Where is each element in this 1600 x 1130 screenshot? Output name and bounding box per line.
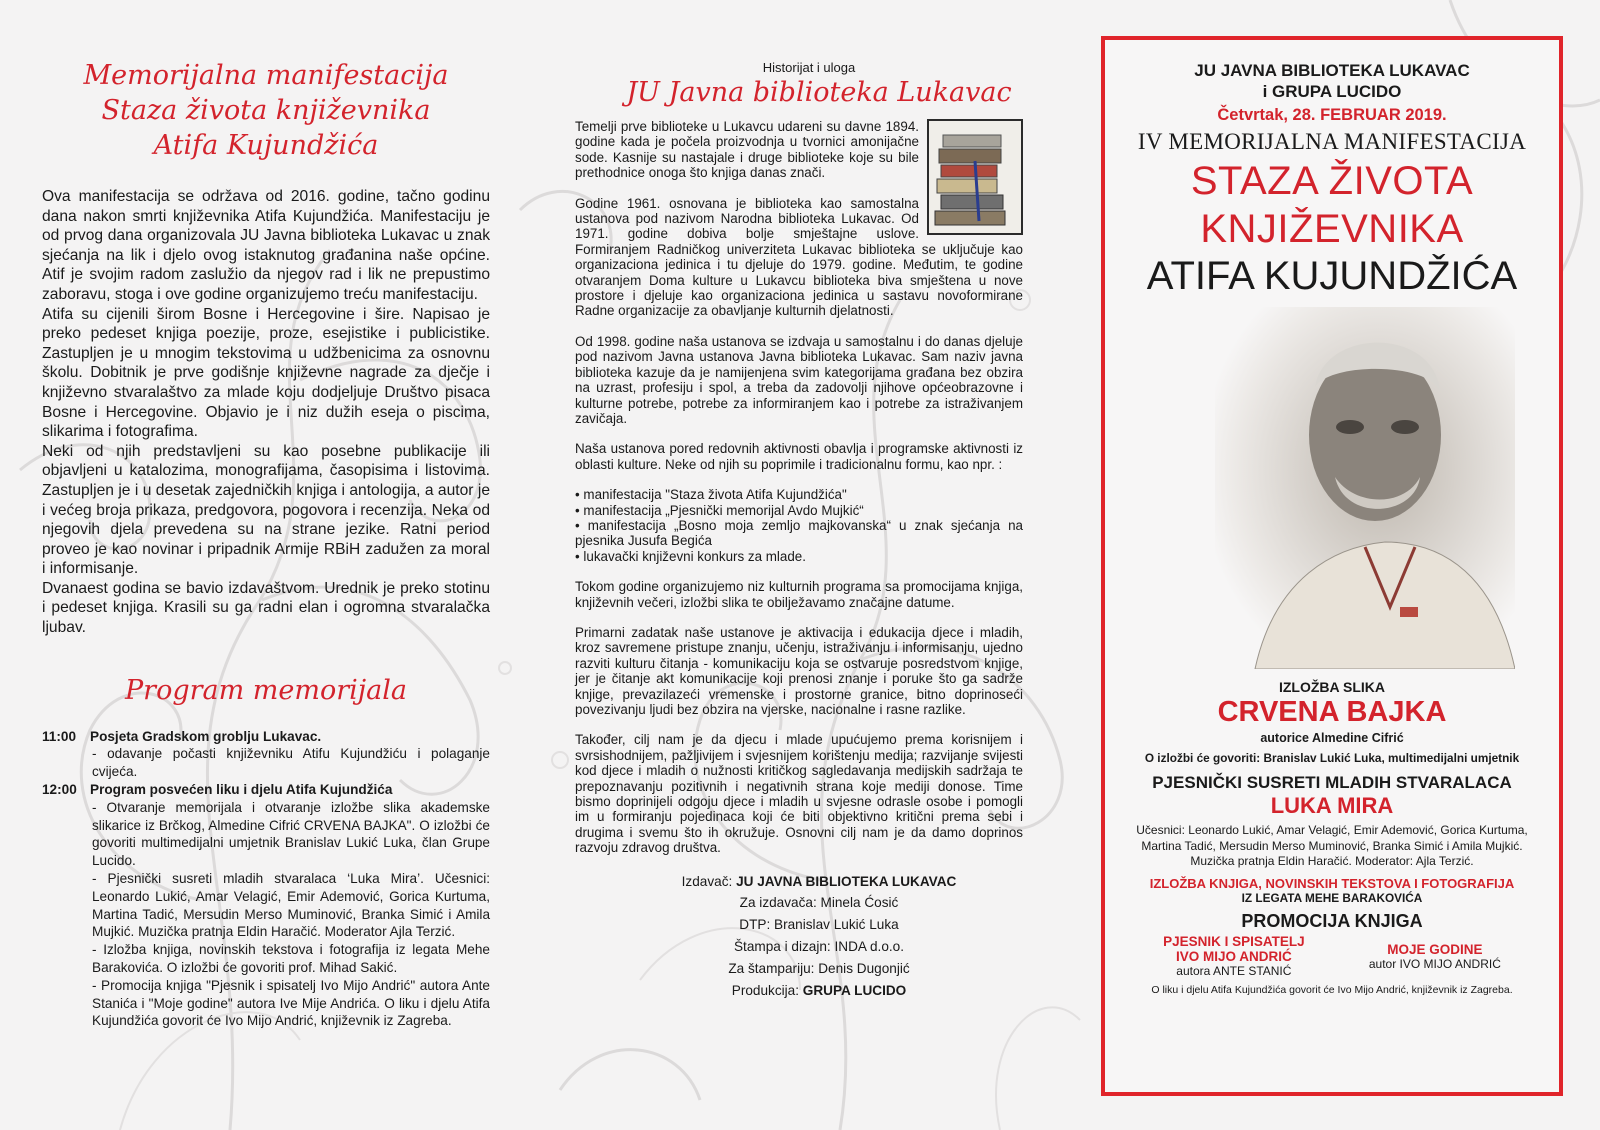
left-title-line: Memorijalna manifestacija [83, 60, 449, 91]
program-item: - Izložba knjiga, novinskih tekstova i fotografija iz legata Mehe Barakovića. O izložbi će govoriti prof. Mihad Sakić. [92, 942, 490, 976]
list-item: • manifestacija „Bosno moja zemljo majkovanska“ u znak sjećanja na pjesnika Jusufa Begića [575, 518, 1023, 549]
left-paragraph: Neki od njih predstavljeni su kao posebne publikacije ili objavljeni u katalozima, monografijama, časopisima i listovima. Zastupljen je i u desetak zajedničkih knjiga i antologija, a autor je i većeg broja prikaza, predgovora, pogovora i recenzija. Neka od njegovih djela prevedena su na strane jezike. Ratni period proveo je kao novinar i pripadnik Armije RBiH zadužen za moral i informisanje. [42, 442, 490, 578]
middle-paragraph: Primarni zadatak naše ustanove je aktivacija i edukacija djece i mladih, kroz savremene pristupe znanju, učenju, istraživanju i informisanju, ujedno razviti kulturu čitanja - komunikaciju koja se ostvaruje posredstvom knjige, jer je čitanje akt komunikacije koji prenosi znanje i poruke što ga sadrže knjige, prevazilazeći vremenske i prostorne granice, bitno doprinoseći povezivanju ljudi bez obzira na vjerske, nacionalne i rasne razlike. [575, 624, 1023, 717]
credits [615, 871, 1023, 1002]
exhibit-speaker: O izložbi će govoriti: Branislav Lukić Luka, multimedijalni umjetnik [1144, 751, 1520, 765]
middle-paragraph: Također, cilj nam je da djecu i mlade upućujemo prema korisnijem i svrsishodnijem, pažljivijem i svjesnijem korištenju medija; razvijanje svijesti kod djece i mladih o nužnosti kritičkog sagledavanja medijskih sadržaja te prepoznavanju pozitivnih i negativnih strana koje mediji donose. Time bismo doprinijeli odgoju djece i mladih u svjesne odrasle osobe i pomogli im u formiranju pojedinaca koji će biti objektivno kritični prema sebi i drugima i svemu što ih okružuje. Osnovni cilj nam je da damo doprinos razvoju zdravog društva. [575, 732, 1023, 856]
program-item: - Promocija knjiga "Pjesnik i spisatelj Ivo Mijo Andrić" autora Ante Stanića i "Moje godine" autora Ive Mije Andrića. O liku i djelu Atifa Kujundžića govorit će Ivo Mijo Andrić, književnik iz Zagreba. [92, 977, 490, 1029]
program-entry [42, 728, 490, 781]
program-item: - Otvaranje memorijala i otvaranje izložbe slika akademske slikarice iz Brčkog, Almedine Cifrić CRVENA BAJKA". O izložbi će govoriti multimedijalni umjetnik Branislav Lukić Luka, član Grupe Lucido. [92, 799, 490, 869]
portrait-icon [1215, 307, 1515, 669]
left-title-line: Staza života književnika [101, 95, 431, 126]
poster-title [1105, 157, 1559, 253]
credit-line [615, 871, 1023, 893]
promo-book [1369, 934, 1501, 978]
book-title-line: PJESNIK I SPISATELJ [1163, 933, 1305, 949]
meet-participants: Učesnici: Leonardo Lukić, Amar Velagić, Emir Ademović, Gorica Kurtuma, Martina Tadić, Mersudin Merso Muminović, Branka Simić i Amila Mujkić. [1136, 823, 1528, 853]
program-title: Program memorijala [125, 674, 407, 706]
promo-book [1163, 934, 1305, 978]
left-title [42, 58, 490, 163]
poster-edition: IV MEMORIJALNA MANIFESTACIJA [1137, 129, 1527, 154]
credit-label: DTP: [739, 917, 771, 933]
program-body [90, 728, 490, 781]
program-item: - Pjesnički susreti mladih stvaralaca ‘Luka Mira’. Učesnici: Leonardo Lukić, Amar Velagić, Emir Ademović, Gorica Kurtuma, Martina Tadić, Mersudin Merso Muminović, Branka Simić i Amila Mujkić. Muzička pratnja Eldin Haračić. Moderator Ajla Terzić. [92, 871, 490, 940]
poster-organizer [1105, 60, 1559, 102]
book-title-line: MOJE GODINE [1387, 941, 1483, 957]
legacy-sub: IZ LEGATA MEHE BARAKOVIĆA [1241, 890, 1423, 905]
middle-paragraph: Naša ustanova pored redovnih aktivnosti obavlja i programske aktivnosti iz oblasti kulture. Neke od njih su poprimile i tradicionalnu formu, kao npr. : [575, 441, 1023, 472]
credit-value: JU JAVNA BIBLIOTEKA LUKAVAC [736, 873, 957, 889]
meet-name: LUKA MIRA [1270, 793, 1394, 818]
promo-title: PROMOCIJA KNJIGA [1241, 910, 1423, 931]
left-column [42, 58, 490, 1030]
exhibit-kicker: IZLOŽBA SLIKA [1278, 679, 1386, 695]
program-time: 11:00 [42, 728, 77, 744]
credit-line [615, 892, 1023, 914]
meet-title: PJESNIČKI SUSRETI MLADIH STVARALACA [1152, 773, 1512, 792]
credit-value: INDA d.o.o. [834, 939, 904, 955]
middle-paragraph: Tokom godine organizujemo niz kulturnih programa sa promocijama knjiga, književnih večeri, izložbi slika te obilježavamo značajne datume. [575, 579, 1023, 610]
program-entry-title: Posjeta Gradskom groblju Lukavac. [90, 728, 322, 744]
left-title-line: Atifa Kujundžića [153, 130, 379, 161]
program-item: - odavanje počasti književniku Atifu Kujundžiću i polaganje cvijeća. [92, 746, 490, 780]
poster-org-line: i GRUPA LUCIDO [1262, 82, 1402, 101]
middle-paragraph: Temelji prve biblioteke u Lukavcu udareni su davne 1894. godine kada je počela proizvodnja u tvornici amonijačne sode. Kasnije su nastajale i druge biblioteke koje su bile prethodnice onoga što knjiga danas znači. [575, 119, 919, 181]
left-paragraph: Dvanaest godina se bavio izdavaštvom. Urednik je preko stotinu i pedeset knjiga. Krasili su ga radni elan i ogromna stvaralačka ljubav. [42, 579, 490, 637]
poster-date: Četvrtak, 28. FEBRUAR 2019. [1217, 106, 1447, 124]
exhibit-author: autorice Almedine Cifrić [1260, 731, 1404, 745]
credit-line [615, 980, 1023, 1002]
credit-label: Izdavač: [681, 873, 733, 889]
exhibit-title: CRVENA BAJKA [1217, 696, 1447, 728]
activity-list [575, 487, 1023, 564]
book-author: autor IVO MIJO ANDRIĆ [1368, 956, 1501, 971]
middle-kicker: Historijat i uloga [762, 60, 856, 75]
legacy-title: IZLOŽBA KNJIGA, NOVINSKIH TEKSTOVA I FOTOGRAFIJA [1149, 875, 1515, 891]
left-paragraph: Atifa su cijenili širom Bosne i Hercegovine i šire. Napisao je preko pedeset knjiga poezije, proze, esejistike i publicistike. Zastupljen je u mnogim tekstovima u udžbenicima za osnovnu školu. Dobitnik je prve godišnje književne nagrade za dječje i književno stvaralaštvo za mlade koju dodjeljuje Društvo pisaca Bosne i Hercegovine. Objavio je i niz dužih eseja o piscima, slikarima i fotografima. [42, 305, 490, 441]
credit-label: Za štampariju: [728, 960, 815, 976]
poster-org-line: JU JAVNA BIBLIOTEKA LUKAVAC [1194, 61, 1470, 80]
middle-paragraph: Godine 1961. osnovana je biblioteka kao samostalna ustanova pod nazivom Narodna biblioteka Lukavac. Od 1971. godine dobiva bolje smještajne uslove. Formiranjem Radničkog univerziteta Lukavac biblioteka se uključuje kao organizaciona jedinica i tu djeluje do 1979. godine. Međutim, te godine otvaranjem Doma kulture u Lukavcu biblioteka biva smještena u nove prostore i djeluje kao organizaciona jedinica u sastavu novoformirane Radne organizacije za obavljanje kulturnih djelatnosti. [575, 195, 1023, 319]
event-poster [1101, 36, 1563, 1096]
book-author: autora ANTE STANIĆ [1176, 963, 1292, 978]
list-item: • manifestacija "Staza života Atifa Kujundžića" [575, 487, 1023, 502]
program-entry [42, 781, 490, 1030]
credit-line [615, 936, 1023, 958]
middle-paragraph: Od 1998. godine naša ustanova se izdvaja u samostalnu i do danas djeluje pod nazivom Javna ustanova Javna biblioteka Lukavac. Sam naziv javna biblioteka kazuje da je namijenjena svim kategorijama građana bez obzira na uzrast, profesiju i spol, a treba da zadovolji njihove općeobrazovne i kulturne potrebe, potrebe za informiranjem kao i potrebe za istraživanjem zavičaja. [575, 333, 1023, 426]
poster-title-line: KNJIŽEVNIKA [1200, 207, 1464, 251]
list-item: • manifestacija „Pjesnički memorijal Avdo Mujkić“ [575, 503, 1023, 518]
credit-value: Denis Dugonjić [818, 960, 910, 976]
credit-label: Za izdavača: [739, 895, 817, 911]
middle-title: JU Javna biblioteka Lukavac [626, 77, 1012, 108]
credit-value: Branislav Lukić Luka [774, 917, 899, 933]
poster-closing: O liku i djelu Atifa Kujundžića govorit će Ivo Mijo Andrić, književnik iz Zagreba. [1151, 983, 1513, 996]
program-time: 12:00 [42, 782, 77, 798]
credit-label: Štampa i dizajn: [733, 939, 831, 955]
promo-books [1105, 934, 1559, 978]
poster-title-line: STAZA ŽIVOTA [1190, 159, 1474, 203]
program-entry-title: Program posvećen liku i djelu Atifa Kujundžića [90, 782, 393, 798]
meet-music: Muzička pratnja Eldin Haračić. Moderator: Ajla Terzić. [1190, 854, 1474, 868]
left-paragraph: Ova manifestacija se održava od 2016. godine, tačno godinu dana nakon smrti književnika Atifa Kujundžića. Manifestaciju je od prvog dana organizovala JU Javna biblioteka Lukavac u znak sjećanja na lik i djelo ovog istaknutog građanina naše općine. Atif je svojim radom zaslužio da njegov rad i lik ne prepustimo zaboravu, stoga i ove godine organizujemo treću manifestaciju. [42, 188, 490, 303]
book-title-line: IVO MIJO ANDRIĆ [1175, 948, 1292, 964]
books-icon [929, 121, 1021, 233]
books-illustration [927, 119, 1023, 235]
poster-title-name: ATIFA KUJUNDŽIĆA [1146, 254, 1518, 298]
program-body [90, 781, 490, 1030]
portrait-photo [1215, 307, 1515, 669]
credit-value: Minela Ćosić [820, 895, 899, 911]
list-item: • lukavački književni konkurs za mlade. [575, 549, 1023, 564]
credit-line [615, 958, 1023, 980]
credit-line [615, 914, 1023, 936]
credit-label: Produkcija: [731, 982, 799, 998]
left-body [42, 187, 490, 638]
credit-value: GRUPA LUCIDO [802, 982, 907, 998]
middle-column [575, 60, 1023, 1001]
